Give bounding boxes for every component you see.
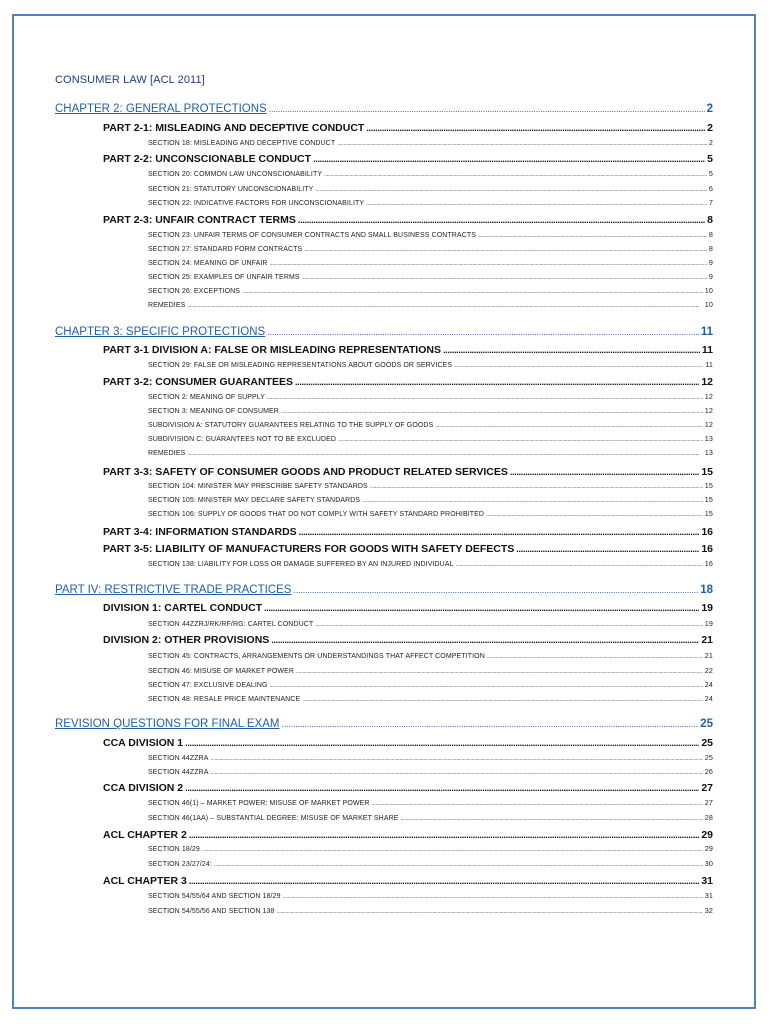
toc-page-number: 11	[705, 360, 713, 369]
toc-page-number: 25	[700, 718, 713, 730]
toc-entry-label: REMEDIES	[148, 450, 186, 457]
toc-page-number: 26	[704, 767, 713, 776]
toc-page-number: 11	[700, 326, 713, 338]
toc-section-entry[interactable]	[148, 694, 713, 703]
toc-entry-label: SECTION 46(1) – MARKET POWER: MISUSE OF MARKET POWER	[148, 800, 370, 807]
toc-part-entry[interactable]	[103, 543, 713, 555]
toc-page-number: 6	[708, 184, 713, 193]
toc-section-entry[interactable]	[148, 406, 713, 415]
toc-entry-label: SECTION 18: MISLEADING AND DECEPTIVE CONDUCT	[148, 140, 336, 147]
dot-leader	[211, 770, 703, 776]
dot-leader	[185, 783, 699, 793]
toc-entry-label: PART IV: RESTRICTIVE TRADE PRACTICES	[55, 584, 292, 596]
toc-section-entry[interactable]	[148, 666, 713, 675]
dot-leader	[185, 738, 699, 748]
toc-section-entry[interactable]	[148, 286, 713, 295]
toc-entry-label: SUBDIVISION A: STATUTORY GUARANTEES RELATING TO THE SUPPLY OF GOODS	[148, 422, 434, 429]
toc-page-number: 12	[704, 420, 713, 429]
document-title: CONSUMER LAW [ACL 2011]	[55, 74, 205, 86]
dot-leader	[366, 201, 707, 207]
toc-entry-label: SECTION 46(1AA) – SUBSTANTIAL DEGREE: MISUSE OF MARKET SHARE	[148, 815, 399, 822]
toc-entry-label: REVISION QUESTIONS FOR FINAL EXAM	[55, 718, 280, 730]
toc-page-number: 32	[704, 906, 713, 915]
dot-leader	[313, 154, 705, 164]
dot-leader	[302, 275, 707, 281]
toc-entry-label: SECTION 105: MINISTER MAY DECLARE SAFETY STANDARDS	[148, 497, 361, 504]
toc-section-entry[interactable]	[148, 844, 713, 853]
dot-leader	[435, 423, 702, 429]
toc-entry-label: SECTION 23/27/24:	[148, 861, 212, 868]
toc-page-number: 16	[704, 559, 713, 568]
toc-page-number: 29	[701, 829, 713, 841]
toc-section-entry[interactable]	[148, 859, 713, 868]
toc-page-number: 15	[704, 481, 713, 490]
toc-page-number: 10	[704, 286, 713, 295]
toc-entry-label: SECTION 22: INDICATIVE FACTORS FOR UNCONSCIONABILITY	[148, 200, 365, 207]
toc-part-entry[interactable]	[103, 214, 713, 226]
dot-leader	[478, 233, 707, 239]
toc-section-entry[interactable]	[148, 651, 713, 660]
toc-page-number: 25	[701, 737, 713, 749]
toc-section-entry[interactable]	[148, 481, 713, 490]
toc-chapter-entry[interactable]	[55, 326, 713, 338]
toc-entry-label: PART 2-2: UNCONSCIONABLE CONDUCT	[103, 153, 312, 165]
dot-leader	[264, 603, 699, 613]
toc-page-number: 9	[708, 258, 713, 267]
dot-leader	[337, 141, 707, 147]
toc-page-number: 31	[701, 875, 713, 887]
toc-entry-label: SECTION 27: STANDARD FORM CONTRACTS	[148, 246, 303, 253]
toc-entry-label: PART 2-1: MISLEADING AND DECEPTIVE CONDUCT	[103, 122, 365, 134]
toc-page-number: 2	[707, 122, 713, 134]
toc-section-entry[interactable]	[148, 420, 713, 429]
toc-section-entry[interactable]	[148, 392, 713, 401]
toc-section-entry[interactable]	[148, 272, 713, 281]
toc-part-entry[interactable]	[103, 344, 713, 356]
toc-section-entry[interactable]	[148, 680, 713, 689]
toc-entry-label: PART 2-3: UNFAIR CONTRACT TERMS	[103, 214, 296, 226]
dot-leader	[189, 830, 699, 840]
toc-page-number: 2	[706, 103, 713, 115]
toc-entry-label: SECTION 54/55/56 AND SECTION 138	[148, 908, 275, 915]
toc-section-entry[interactable]	[148, 906, 713, 915]
toc-page-number: 2	[708, 138, 713, 147]
dot-leader	[242, 289, 703, 295]
dot-leader	[277, 909, 703, 915]
dot-leader	[302, 697, 703, 703]
toc-part-entry[interactable]	[103, 829, 713, 841]
toc-entry-label: SECTION 45: CONTRACTS, ARRANGEMENTS OR UNDERSTANDINGS THAT AFFECT COMPETITION	[148, 653, 485, 660]
toc-page-number: 25	[704, 753, 713, 762]
dot-leader	[293, 585, 698, 595]
toc-section-entry[interactable]	[148, 495, 713, 504]
toc-page-number: 8	[707, 214, 713, 226]
toc-page-number: 30	[704, 859, 713, 868]
toc-part-entry[interactable]	[103, 602, 713, 614]
toc-part-entry[interactable]	[103, 782, 713, 794]
toc-entry-label: SECTION 104: MINISTER MAY PRESCRIBE SAFETY STANDARDS	[148, 483, 368, 490]
toc-entry-label: CHAPTER 2: GENERAL PROTECTIONS	[55, 103, 267, 115]
toc-part-entry[interactable]	[103, 466, 713, 478]
toc-entry-label: REMEDIES	[148, 302, 186, 309]
toc-part-entry[interactable]	[103, 122, 713, 134]
toc-section-entry[interactable]	[148, 434, 713, 443]
toc-page-number: 5	[707, 153, 713, 165]
toc-entry-label: SECTION 21: STATUTORY UNCONSCIONABILITY	[148, 186, 314, 193]
toc-section-entry[interactable]	[148, 244, 713, 253]
toc-page-number: 19	[704, 619, 713, 628]
toc-page-number: 7	[708, 198, 713, 207]
toc-entry-label: SECTION 3: MEANING OF CONSUMER	[148, 408, 279, 415]
toc-entry-label: SECTION 26: EXCEPTIONS	[148, 288, 241, 295]
dot-leader	[362, 498, 703, 504]
toc-section-entry[interactable]	[148, 258, 713, 267]
toc-entry-label: SECTION 2: MEANING OF SUPPLY	[148, 394, 266, 401]
toc-page-number: 12	[704, 406, 713, 415]
toc-page-number: 12	[704, 392, 713, 401]
toc-page-number: 18	[700, 584, 713, 596]
dot-leader	[271, 635, 699, 645]
dot-leader	[324, 172, 707, 178]
toc-entry-label: PART 3-1 DIVISION A: FALSE OR MISLEADING REPRESENTATIONS	[103, 344, 441, 356]
toc-section-entry[interactable]	[148, 230, 713, 239]
toc-page-number: 15	[704, 509, 713, 518]
toc-entry-label: SECTION 23: UNFAIR TERMS OF CONSUMER CONTRACTS AND SMALL BUSINESS CONTRACTS	[148, 232, 476, 239]
toc-entry-label: DIVISION 1: CARTEL CONDUCT	[103, 602, 263, 614]
dot-leader	[295, 377, 699, 387]
toc-section-entry[interactable]	[148, 184, 713, 193]
toc-entry-label: SECTION 44ZZRJ/RK/RF/RG: CARTEL CONDUCT	[148, 621, 314, 628]
toc-entry-label: SECTION 46: MISUSE OF MARKET POWER	[148, 668, 295, 675]
toc-part-entry[interactable]	[103, 875, 713, 887]
toc-entry-label: SECTION 44ZZRA	[148, 755, 209, 762]
dot-leader	[187, 451, 702, 457]
dot-leader	[296, 669, 703, 675]
toc-entry-label: SECTION 48: RESALE PRICE MAINTENANCE	[148, 696, 301, 703]
toc-entry-label: ACL CHAPTER 2	[103, 829, 187, 841]
toc-entry-label: ACL CHAPTER 3	[103, 875, 187, 887]
toc-page-number: 15	[701, 466, 713, 478]
dot-leader	[454, 363, 703, 369]
dot-leader	[281, 409, 703, 415]
toc-section-entry[interactable]	[148, 798, 713, 807]
toc-entry-label: SECTION 25: EXAMPLES OF UNFAIR TERMS	[148, 274, 300, 281]
toc-page-number: 24	[704, 680, 713, 689]
toc-page-number: 16	[701, 543, 713, 555]
dot-leader	[298, 215, 705, 225]
dot-leader	[487, 654, 703, 660]
toc-entry-label: SECTION 54/55/64 AND SECTION 18/29	[148, 893, 281, 900]
toc-section-entry[interactable]	[148, 767, 713, 776]
toc-page-number: 9	[708, 272, 713, 281]
toc-entry-label: SECTION 18/29	[148, 846, 200, 853]
dot-leader	[315, 622, 702, 628]
toc-page-number: 11	[701, 344, 713, 356]
toc-page-number: 15	[704, 495, 713, 504]
toc-entry-label: PART 3-4: INFORMATION STANDARDS	[103, 526, 297, 538]
toc-entry-label: PART 3-5: LIABILITY OF MANUFACTURERS FOR GOODS WITH SAFETY DEFECTS	[103, 543, 515, 555]
toc-entry-label: CCA DIVISION 2	[103, 782, 184, 794]
toc-chapter-entry[interactable]	[55, 103, 713, 115]
toc-section-entry[interactable]	[148, 753, 713, 762]
toc-page-number: 16	[701, 526, 713, 538]
toc-section-entry[interactable]	[148, 619, 713, 628]
dot-leader	[283, 894, 703, 900]
dot-leader	[338, 437, 703, 443]
toc-page-number: 12	[701, 376, 713, 388]
toc-entry-label: PART 3-2: CONSUMER GUARANTEES	[103, 376, 293, 388]
toc-page-number: 10	[704, 300, 713, 309]
toc-section-entry[interactable]	[148, 300, 713, 309]
toc-entry-label: DIVISION 2: OTHER PROVISIONS	[103, 634, 270, 646]
toc-section-entry[interactable]	[148, 169, 713, 178]
dot-leader	[315, 187, 706, 193]
toc-page-number: 29	[704, 844, 713, 853]
dot-leader	[211, 756, 703, 762]
dot-leader	[401, 816, 703, 822]
toc-entry-label: SECTION 47: EXCLUSIVE DEALING	[148, 682, 268, 689]
dot-leader	[510, 467, 699, 477]
toc-entry-label: SECTION 106: SUPPLY OF GOODS THAT DO NOT COMPLY WITH SAFETY STANDARD PROHIBITED	[148, 511, 485, 518]
toc-page-number: 28	[704, 813, 713, 822]
toc-part-entry[interactable]	[103, 376, 713, 388]
toc-entry-label: SECTION 29: FALSE OR MISLEADING REPRESENTATIONS ABOUT GOODS OR SERVICES	[148, 362, 453, 369]
dot-leader	[299, 527, 700, 537]
toc-page-number: 19	[701, 602, 713, 614]
toc-page-number: 21	[704, 651, 713, 660]
dot-leader	[372, 801, 703, 807]
toc-section-entry[interactable]	[148, 559, 713, 568]
toc-chapter-entry[interactable]	[55, 584, 713, 596]
toc-section-entry[interactable]	[148, 198, 713, 207]
dot-leader	[270, 261, 707, 267]
toc-section-entry[interactable]	[148, 509, 713, 518]
dot-leader	[304, 247, 707, 253]
toc-page-number: 27	[701, 782, 713, 794]
toc-section-entry[interactable]	[148, 891, 713, 900]
dot-leader	[270, 683, 703, 689]
toc-entry-label: SECTION 20: COMMON LAW UNCONSCIONABILITY	[148, 171, 323, 178]
toc-page-number: 21	[701, 634, 713, 646]
toc-page-number: 13	[704, 448, 713, 457]
toc-section-entry[interactable]	[148, 360, 713, 369]
toc-page-number: 13	[704, 434, 713, 443]
toc-part-entry[interactable]	[103, 526, 713, 538]
toc-part-entry[interactable]	[103, 634, 713, 646]
dot-leader	[189, 876, 699, 886]
toc-page-number: 22	[704, 666, 713, 675]
toc-section-entry[interactable]	[148, 448, 713, 457]
dot-leader	[187, 303, 702, 309]
dot-leader	[516, 544, 699, 554]
dot-leader	[267, 395, 703, 401]
dot-leader	[267, 327, 699, 337]
dot-leader	[282, 719, 699, 729]
toc-page-number: 8	[708, 244, 713, 253]
toc-section-entry[interactable]	[148, 138, 713, 147]
toc-entry-label: SUBDIVISION C: GUARANTEES NOT TO BE EXCLUDED	[148, 436, 336, 443]
toc-chapter-entry[interactable]	[55, 718, 713, 730]
dot-leader	[214, 862, 703, 868]
toc-part-entry[interactable]	[103, 153, 713, 165]
dot-leader	[486, 512, 703, 518]
dot-leader	[366, 123, 705, 133]
toc-page-number: 8	[708, 230, 713, 239]
dot-leader	[370, 484, 703, 490]
toc-section-entry[interactable]	[148, 813, 713, 822]
toc-page-number: 24	[704, 694, 713, 703]
toc-part-entry[interactable]	[103, 737, 713, 749]
toc-entry-label: CCA DIVISION 1	[103, 737, 184, 749]
toc-page-number: 5	[708, 169, 713, 178]
toc-page-number: 31	[704, 891, 713, 900]
toc-page-number: 27	[704, 798, 713, 807]
toc-entry-label: SECTION 138: LIABILITY FOR LOSS OR DAMAGE SUFFERED BY AN INJURED INDIVIDUAL	[148, 561, 454, 568]
dot-leader	[202, 847, 703, 853]
toc-entry-label: SECTION 44ZZRA	[148, 769, 209, 776]
toc-entry-label: PART 3-3: SAFETY OF CONSUMER GOODS AND PRODUCT RELATED SERVICES	[103, 466, 508, 478]
dot-leader	[443, 345, 700, 355]
toc-entry-label: CHAPTER 3: SPECIFIC PROTECTIONS	[55, 326, 266, 338]
dot-leader	[456, 562, 703, 568]
toc-entry-label: SECTION 24: MEANING OF UNFAIR	[148, 260, 268, 267]
dot-leader	[269, 104, 705, 114]
